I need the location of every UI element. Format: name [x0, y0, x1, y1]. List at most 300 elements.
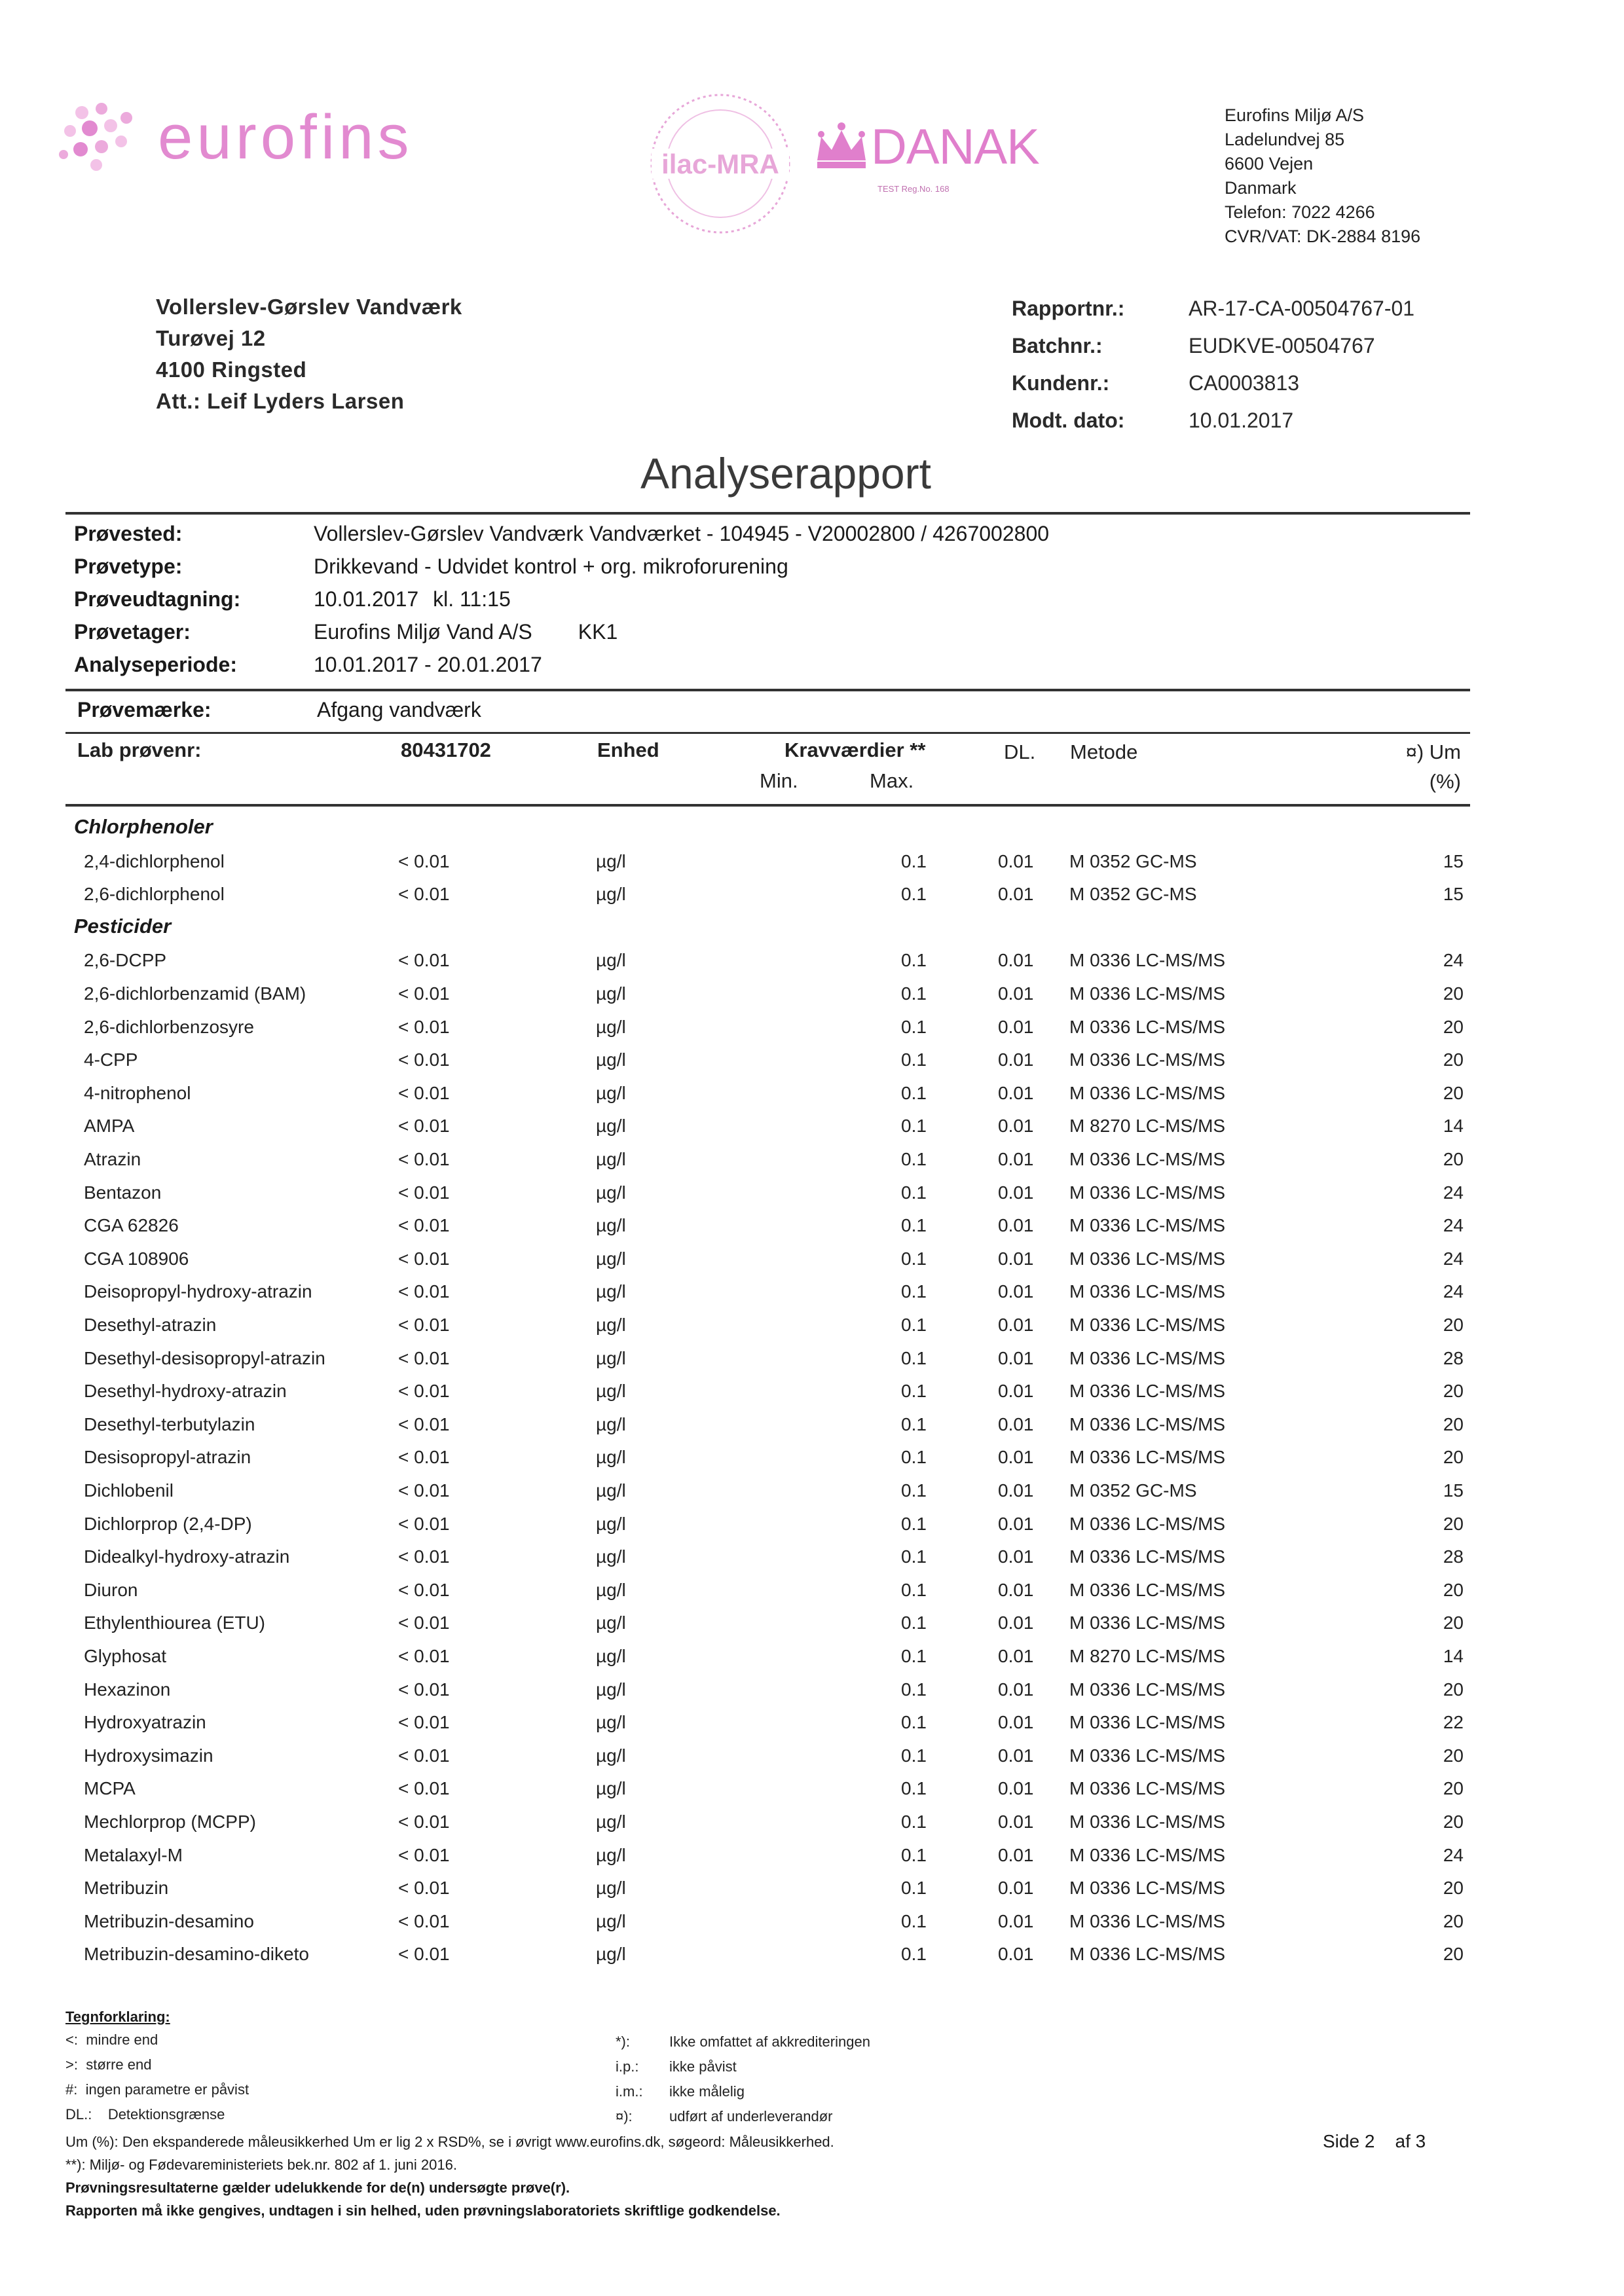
dl-value: 0.01 [998, 1447, 1034, 1468]
table-row [0, 1116, 1572, 1148]
table-row [0, 1447, 1572, 1480]
max-value: 0.1 [901, 1347, 927, 1368]
ref-label: Modt. dato: [1012, 409, 1125, 432]
dl-value: 0.01 [998, 1812, 1034, 1832]
max-value: 0.1 [901, 1745, 927, 1766]
result-value: < 0.01 [398, 1082, 450, 1103]
result-value: < 0.01 [398, 884, 450, 905]
parameter-name: Dichlobenil [84, 1480, 174, 1501]
method-value: M 0336 LC-MS/MS [1069, 1016, 1226, 1037]
um-value: 20 [1443, 1679, 1464, 1700]
unit-value: µg/l [596, 1248, 626, 1269]
max-value: 0.1 [901, 1447, 927, 1468]
divider [65, 804, 1470, 807]
customer-line: 4100 Ringsted [156, 357, 307, 382]
um-value: 20 [1443, 1910, 1464, 1931]
parameter-name: Dichlorprop (2,4-DP) [84, 1513, 252, 1534]
result-value: < 0.01 [398, 1447, 450, 1468]
parameter-name: Hexazinon [84, 1679, 171, 1700]
provested-label: Prøvested: [74, 522, 183, 545]
result-value: < 0.01 [398, 1679, 450, 1700]
method-value: M 0336 LC-MS/MS [1069, 1149, 1226, 1169]
table-row [0, 1812, 1572, 1844]
table-row [0, 983, 1572, 1016]
legend-key: i.m.: [616, 2083, 643, 2100]
unit-value: µg/l [596, 1812, 626, 1832]
crown-icon [812, 121, 871, 173]
result-value: < 0.01 [398, 1016, 450, 1037]
unit-value: µg/l [596, 1480, 626, 1501]
um-value: 20 [1443, 1778, 1464, 1799]
provetager-label: Prøvetager: [74, 620, 191, 644]
parameter-name: Diuron [84, 1579, 138, 1600]
max-value: 0.1 [901, 983, 927, 1004]
company-address [1225, 103, 1420, 249]
parameter-name: Metribuzin [84, 1878, 169, 1899]
provested-value: Vollerslev-Gørslev Vandværk Vandværket - 104945 - V20002800 / 4267002800 [314, 522, 1050, 545]
result-value: < 0.01 [398, 1844, 450, 1865]
dl-value: 0.01 [998, 850, 1034, 871]
unit-value: µg/l [596, 1878, 626, 1899]
table-row [0, 1546, 1572, 1579]
max-value: 0.1 [901, 884, 927, 905]
dl-value: 0.01 [998, 884, 1034, 905]
company-line: Eurofins Miljø A/S [1225, 105, 1365, 125]
legend-value: større end [86, 2056, 152, 2073]
company-line: Telefon: 7022 4266 [1225, 202, 1375, 222]
customer-line: Vollerslev-Gørslev Vandværk [156, 295, 462, 319]
parameter-name: 2,6-dichlorbenzosyre [84, 1016, 254, 1037]
company-line: Ladelundvej 85 [1225, 130, 1345, 149]
unit-value: µg/l [596, 1381, 626, 1402]
max-value: 0.1 [901, 1248, 927, 1269]
legend-value: udført af underleverandør [669, 2108, 833, 2124]
legend-left [65, 2028, 249, 2127]
unit-value: µg/l [596, 1215, 626, 1236]
ref-label: Rapportnr.: [1012, 297, 1125, 320]
table-row [0, 1514, 1572, 1546]
udtagning-date: 10.01.2017 [314, 587, 419, 611]
method-value: M 0336 LC-MS/MS [1069, 1281, 1226, 1302]
um-value: 20 [1443, 1745, 1464, 1766]
dl-value: 0.01 [998, 1116, 1034, 1137]
method-value: M 0336 LC-MS/MS [1069, 1679, 1226, 1700]
um-header: ¤) Um [1405, 740, 1461, 763]
table-row [0, 1049, 1572, 1082]
result-value: < 0.01 [398, 850, 450, 871]
table-row [0, 1646, 1572, 1679]
section-heading: Chlorphenoler [74, 815, 213, 838]
parameter-name: Desethyl-desisopropyl-atrazin [84, 1347, 325, 1368]
note-um: Um (%): Den ekspanderede måleusikkerhed Um er lig 2 x RSD%, se i øvrigt www.eurofins.dk, søgeord: Måleusikkerhed. [65, 2134, 834, 2150]
divider [65, 732, 1470, 734]
max-value: 0.1 [901, 1579, 927, 1600]
ref-value: AR-17-CA-00504767-01 [1189, 297, 1415, 320]
method-value: M 0336 LC-MS/MS [1069, 1910, 1226, 1931]
method-value: M 0336 LC-MS/MS [1069, 1778, 1226, 1799]
table-row [0, 1281, 1572, 1314]
method-value: M 0336 LC-MS/MS [1069, 1844, 1226, 1865]
max-value: 0.1 [901, 1712, 927, 1733]
dl-value: 0.01 [998, 1878, 1034, 1899]
um-value: 20 [1443, 1878, 1464, 1899]
max-value: 0.1 [901, 1381, 927, 1402]
parameter-name: 4-CPP [84, 1049, 138, 1070]
result-value: < 0.01 [398, 1049, 450, 1070]
table-row [0, 1580, 1572, 1613]
unit-value: µg/l [596, 1447, 626, 1468]
result-value: < 0.01 [398, 1281, 450, 1302]
um-value: 20 [1443, 1812, 1464, 1832]
periode-value: 10.01.2017 - 20.01.2017 [314, 653, 542, 676]
result-value: < 0.01 [398, 1944, 450, 1965]
max-value: 0.1 [901, 1778, 927, 1799]
method-value: M 0336 LC-MS/MS [1069, 1579, 1226, 1600]
mark-label: Prøvemærke: [77, 698, 212, 721]
parameter-name: MCPA [84, 1778, 136, 1799]
method-value: M 0336 LC-MS/MS [1069, 1381, 1226, 1402]
table-row [0, 1613, 1572, 1645]
legend-key: *): [616, 2033, 630, 2050]
parameter-name: Atrazin [84, 1149, 141, 1169]
method-value: M 0336 LC-MS/MS [1069, 1712, 1226, 1733]
um-value: 24 [1443, 1844, 1464, 1865]
method-value: M 0336 LC-MS/MS [1069, 1215, 1226, 1236]
periode-label: Analyseperiode: [74, 653, 237, 676]
result-value: < 0.01 [398, 1812, 450, 1832]
table-row [0, 1017, 1572, 1049]
table-row [0, 1381, 1572, 1413]
parameter-name: Desisopropyl-atrazin [84, 1447, 251, 1468]
parameter-name: Desethyl-terbutylazin [84, 1413, 255, 1434]
result-value: < 0.01 [398, 1579, 450, 1600]
result-value: < 0.01 [398, 1182, 450, 1203]
method-value: M 0336 LC-MS/MS [1069, 1082, 1226, 1103]
table-row [0, 1845, 1572, 1878]
dl-value: 0.01 [998, 1745, 1034, 1766]
um-value: 20 [1443, 1381, 1464, 1402]
parameter-name: Hydroxysimazin [84, 1745, 213, 1766]
provetager-code: KK1 [578, 620, 618, 644]
max-value: 0.1 [901, 1315, 927, 1335]
result-value: < 0.01 [398, 1878, 450, 1899]
dl-value: 0.01 [998, 1016, 1034, 1037]
result-value: < 0.01 [398, 1315, 450, 1335]
table-row [0, 1348, 1572, 1381]
max-value: 0.1 [901, 1878, 927, 1899]
ref-value: EUDKVE-00504767 [1189, 334, 1375, 357]
eurofins-dots-icon [56, 98, 154, 177]
um-value: 22 [1443, 1712, 1464, 1733]
um-value: 20 [1443, 1513, 1464, 1534]
dl-value: 0.01 [998, 1646, 1034, 1666]
note-validity: Prøvningsresultaterne gælder udelukkende for de(n) undersøgte prøve(r). [65, 2179, 570, 2196]
method-value: M 0336 LC-MS/MS [1069, 1447, 1226, 1468]
dl-value: 0.01 [998, 1679, 1034, 1700]
page-side: Side 2 [1323, 2131, 1375, 2151]
result-value: < 0.01 [398, 1248, 450, 1269]
parameter-name: Desethyl-hydroxy-atrazin [84, 1381, 287, 1402]
unit-value: µg/l [596, 1910, 626, 1931]
method-value: M 0336 LC-MS/MS [1069, 1248, 1226, 1269]
table-row [0, 1778, 1572, 1811]
max-value: 0.1 [901, 1281, 927, 1302]
dl-value: 0.01 [998, 1546, 1034, 1567]
table-row [0, 1248, 1572, 1281]
max-value: 0.1 [901, 1513, 927, 1534]
legend-key: DL.: [65, 2106, 92, 2123]
method-value: M 0336 LC-MS/MS [1069, 1413, 1226, 1434]
sample-info [74, 517, 1049, 681]
max-header: Max. [870, 769, 914, 792]
result-value: < 0.01 [398, 1613, 450, 1633]
krav-header: Kravværdier ** [784, 738, 926, 761]
um-value: 15 [1443, 1480, 1464, 1501]
unit-value: µg/l [596, 1315, 626, 1335]
dl-value: 0.01 [998, 1910, 1034, 1931]
dl-value: 0.01 [998, 1513, 1034, 1534]
max-value: 0.1 [901, 1182, 927, 1203]
unit-value: µg/l [596, 1182, 626, 1203]
danak-text: DANAK [871, 119, 1039, 175]
um-value: 24 [1443, 1248, 1464, 1269]
um-value: 20 [1443, 1613, 1464, 1633]
table-row [0, 1712, 1572, 1745]
parameter-name: 2,6-DCPP [84, 950, 167, 971]
result-value: < 0.01 [398, 950, 450, 971]
max-value: 0.1 [901, 1812, 927, 1832]
dl-value: 0.01 [998, 1347, 1034, 1368]
ilac-mra-text: ilac-MRA [661, 149, 779, 179]
max-value: 0.1 [901, 1082, 927, 1103]
unit-value: µg/l [596, 1082, 626, 1103]
dl-value: 0.01 [998, 1281, 1034, 1302]
unit-value: µg/l [596, 1778, 626, 1799]
page-title: Analyserapport [640, 449, 931, 498]
table-row [0, 1480, 1572, 1513]
table-row [0, 1745, 1572, 1778]
result-value: < 0.01 [398, 1480, 450, 1501]
udtagning-time: kl. 11:15 [433, 587, 511, 611]
um-value: 15 [1443, 850, 1464, 871]
result-value: < 0.01 [398, 1215, 450, 1236]
method-value: M 0336 LC-MS/MS [1069, 1315, 1226, 1335]
legend-title: Tegnforklaring: [65, 2009, 170, 2025]
dl-value: 0.01 [998, 983, 1034, 1004]
provetager-value: Eurofins Miljø Vand A/S [314, 620, 532, 644]
max-value: 0.1 [901, 1413, 927, 1434]
dl-header: DL. [1004, 740, 1036, 763]
legend-value: Ikke omfattet af akkrediteringen [669, 2033, 870, 2050]
note-reproduction: Rapporten må ikke gengives, undtagen i sin helhed, uden prøvningslaboratoriets skriftlige godkendelse. [65, 2202, 781, 2219]
mark-value: Afgang vandværk [317, 698, 481, 721]
result-value: < 0.01 [398, 1347, 450, 1368]
max-value: 0.1 [901, 1149, 927, 1169]
dl-value: 0.01 [998, 1944, 1034, 1965]
table-row [0, 884, 1572, 917]
parameter-name: 2,6-dichlorphenol [84, 884, 225, 905]
table-row [0, 1315, 1572, 1347]
table-row [0, 1414, 1572, 1447]
method-value: M 0336 LC-MS/MS [1069, 1182, 1226, 1203]
unit-value: µg/l [596, 1281, 626, 1302]
um-value: 20 [1443, 1413, 1464, 1434]
page-of: af 3 [1395, 2131, 1426, 2151]
report-references [1012, 290, 1414, 439]
result-value: < 0.01 [398, 1712, 450, 1733]
parameter-name: 2,6-dichlorbenzamid (BAM) [84, 983, 306, 1004]
max-value: 0.1 [901, 1215, 927, 1236]
unit-value: µg/l [596, 983, 626, 1004]
table-row [0, 1878, 1572, 1910]
unit-value: µg/l [596, 1646, 626, 1666]
result-value: < 0.01 [398, 1910, 450, 1931]
sample-mark [77, 698, 481, 722]
unit-value: µg/l [596, 1613, 626, 1633]
legend-key: >: [65, 2056, 78, 2073]
max-value: 0.1 [901, 1613, 927, 1633]
legend-key: i.p.: [616, 2058, 639, 2075]
parameter-name: Hydroxyatrazin [84, 1712, 206, 1733]
dl-value: 0.01 [998, 1315, 1034, 1335]
method-value: M 0336 LC-MS/MS [1069, 1812, 1226, 1832]
unit-value: µg/l [596, 1712, 626, 1733]
result-value: < 0.01 [398, 1149, 450, 1169]
parameter-name: Mechlorprop (MCPP) [84, 1812, 256, 1832]
parameter-name: Deisopropyl-hydroxy-atrazin [84, 1281, 312, 1302]
legend-key: #: [65, 2081, 78, 2098]
max-value: 0.1 [901, 1049, 927, 1070]
result-value: < 0.01 [398, 1513, 450, 1534]
result-value: < 0.01 [398, 983, 450, 1004]
eurofins-logo [56, 98, 413, 177]
table-row [0, 950, 1572, 983]
customer-address [156, 291, 462, 417]
max-value: 0.1 [901, 1116, 927, 1137]
result-value: < 0.01 [398, 1778, 450, 1799]
unit-value: µg/l [596, 1844, 626, 1865]
legend-value: ikke påvist [669, 2058, 737, 2075]
max-value: 0.1 [901, 1016, 927, 1037]
legend-value: ingen parametre er påvist [85, 2081, 249, 2098]
method-value: M 8270 LC-MS/MS [1069, 1116, 1226, 1137]
ref-value: CA0003813 [1189, 371, 1300, 395]
unit-value: µg/l [596, 1149, 626, 1169]
parameter-name: Glyphosat [84, 1646, 167, 1666]
lab-number: 80431702 [401, 738, 491, 761]
unit-value: µg/l [596, 1513, 626, 1534]
um-value: 20 [1443, 1149, 1464, 1169]
um-value: 20 [1443, 983, 1464, 1004]
dl-value: 0.01 [998, 1579, 1034, 1600]
ref-label: Batchnr.: [1012, 334, 1103, 357]
note-krav: **): Miljø- og Fødevareministeriets bek.nr. 802 af 1. juni 2016. [65, 2157, 457, 2173]
um-value: 24 [1443, 1215, 1464, 1236]
footnotes [65, 2130, 834, 2222]
dl-value: 0.01 [998, 1082, 1034, 1103]
page-number [1323, 2131, 1426, 2152]
unit-value: µg/l [596, 1016, 626, 1037]
method-value: M 0336 LC-MS/MS [1069, 1878, 1226, 1899]
table-row [0, 1083, 1572, 1116]
unit-value: µg/l [596, 1116, 626, 1137]
result-value: < 0.01 [398, 1745, 450, 1766]
dl-value: 0.01 [998, 1844, 1034, 1865]
max-value: 0.1 [901, 1944, 927, 1965]
method-value: M 0352 GC-MS [1069, 850, 1197, 871]
provetype-label: Prøvetype: [74, 555, 183, 578]
unit-value: µg/l [596, 1944, 626, 1965]
dl-value: 0.01 [998, 1248, 1034, 1269]
customer-line: Turøvej 12 [156, 326, 266, 350]
max-value: 0.1 [901, 1910, 927, 1931]
um-value: 20 [1443, 1315, 1464, 1335]
parameter-name: Metribuzin-desamino [84, 1910, 254, 1931]
parameter-name: Didealkyl-hydroxy-atrazin [84, 1546, 290, 1567]
company-line: 6600 Vejen [1225, 154, 1314, 173]
legend-key: <: [65, 2032, 78, 2048]
parameter-name: Metalaxyl-M [84, 1844, 183, 1865]
parameter-name: AMPA [84, 1116, 135, 1137]
result-value: < 0.01 [398, 1116, 450, 1137]
um-value: 20 [1443, 1082, 1464, 1103]
method-value: M 0336 LC-MS/MS [1069, 1613, 1226, 1633]
parameter-name: Metribuzin-desamino-diketo [84, 1944, 309, 1965]
dl-value: 0.01 [998, 1215, 1034, 1236]
method-value: M 0352 GC-MS [1069, 1480, 1197, 1501]
max-value: 0.1 [901, 950, 927, 971]
parameter-name: 4-nitrophenol [84, 1082, 191, 1103]
dl-value: 0.01 [998, 1182, 1034, 1203]
legend-value: ikke målelig [669, 2083, 745, 2100]
ref-label: Kundenr.: [1012, 371, 1110, 395]
ref-row [1012, 327, 1414, 365]
unit-value: µg/l [596, 850, 626, 871]
ref-row [1012, 290, 1414, 327]
dl-value: 0.01 [998, 1049, 1034, 1070]
table-row [0, 1182, 1572, 1215]
danak-reg-text: TEST Reg.No. 168 [877, 184, 950, 194]
um-value: 24 [1443, 950, 1464, 971]
unit-value: µg/l [596, 1579, 626, 1600]
parameter-name: 2,4-dichlorphenol [84, 850, 225, 871]
unit-value: µg/l [596, 1049, 626, 1070]
dl-value: 0.01 [998, 1381, 1034, 1402]
max-value: 0.1 [901, 1480, 927, 1501]
parameter-name: Bentazon [84, 1182, 162, 1203]
unit-value: µg/l [596, 1745, 626, 1766]
method-header: Metode [1070, 740, 1138, 763]
company-line: CVR/VAT: DK-2884 8196 [1225, 227, 1421, 246]
method-value: M 0336 LC-MS/MS [1069, 1347, 1226, 1368]
divider [65, 512, 1470, 515]
um-value: 24 [1443, 1182, 1464, 1203]
um-value: 20 [1443, 1016, 1464, 1037]
parameter-name: Ethylenthiourea (ETU) [84, 1613, 266, 1633]
result-value: < 0.01 [398, 1413, 450, 1434]
legend-value: Detektionsgrænse [107, 2106, 225, 2123]
unit-value: µg/l [596, 1347, 626, 1368]
customer-line: Att.: Leif Lyders Larsen [156, 389, 405, 413]
result-value: < 0.01 [398, 1381, 450, 1402]
divider [65, 689, 1470, 691]
parameter-name: Desethyl-atrazin [84, 1315, 217, 1335]
dl-value: 0.01 [998, 1413, 1034, 1434]
um-value: 28 [1443, 1347, 1464, 1368]
min-header: Min. [760, 769, 798, 792]
table-row [0, 851, 1572, 884]
table-row [0, 1679, 1572, 1712]
